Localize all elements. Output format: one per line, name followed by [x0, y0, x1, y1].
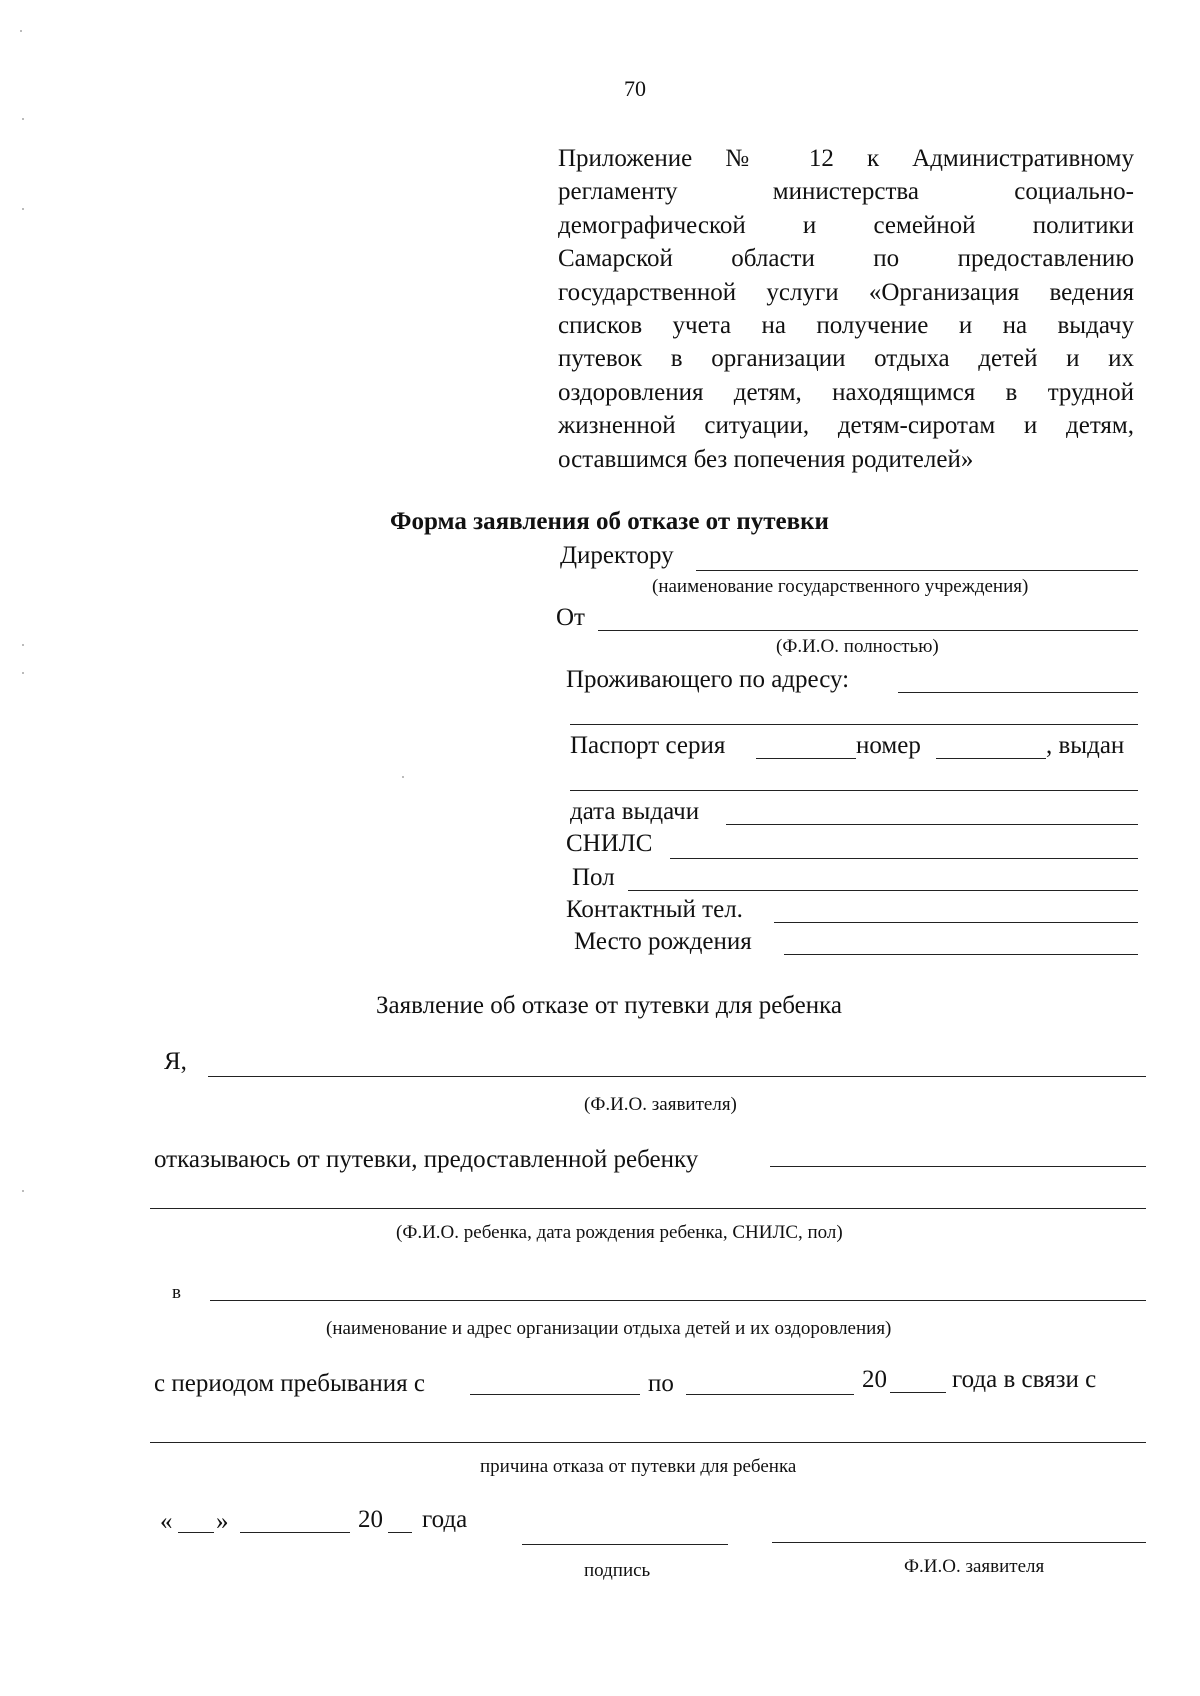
- scan-speck: [22, 672, 24, 674]
- scan-speck: [22, 644, 24, 646]
- phone-label: Контактный тел.: [566, 896, 743, 923]
- sex-label: Пол: [572, 864, 615, 891]
- address-label: Проживающего по адресу:: [566, 666, 850, 693]
- refuse-text: отказываюсь от путевки, предоставленной ребенку: [154, 1146, 699, 1173]
- period-label: с периодом пребывания с: [154, 1370, 425, 1397]
- period-to-field[interactable]: [686, 1394, 854, 1395]
- page-number: 70: [624, 76, 646, 101]
- signature-caption: подпись: [584, 1560, 651, 1581]
- scan-speck: [402, 776, 404, 778]
- address-field[interactable]: [898, 692, 1138, 693]
- appendix-line: государственной услуги «Организация ведения: [558, 278, 1134, 306]
- applicant-name-field[interactable]: [208, 1076, 1146, 1077]
- director-caption: (наименование государственного учреждения): [652, 576, 1029, 597]
- appendix-line: Самарской области по предоставлению: [558, 245, 1134, 273]
- appendix-line: Приложение № 12 к Административному: [558, 145, 1134, 172]
- passport-issued-label: , выдан: [1046, 732, 1125, 759]
- signature-field[interactable]: [522, 1544, 728, 1545]
- date-year-field[interactable]: [388, 1532, 412, 1533]
- snils-label: СНИЛС: [566, 830, 653, 857]
- name-caption: Ф.И.О. заявителя: [904, 1556, 1045, 1577]
- in-label: в: [172, 1282, 181, 1303]
- date-month-field[interactable]: [240, 1532, 350, 1533]
- birthplace-field[interactable]: [784, 954, 1138, 955]
- sex-field[interactable]: [628, 890, 1138, 891]
- year-prefix: 20: [862, 1366, 887, 1393]
- passport-number-label: номер: [856, 732, 921, 759]
- from-label: От: [556, 604, 585, 631]
- appendix-line: списков учета на получение и на выдачу: [558, 311, 1134, 339]
- date-day-field[interactable]: [178, 1532, 214, 1533]
- scan-speck: [22, 208, 24, 210]
- child-field[interactable]: [770, 1166, 1146, 1167]
- address-field-2[interactable]: [570, 724, 1138, 725]
- reason-caption: причина отказа от путевки для ребенка: [480, 1456, 797, 1477]
- director-label: Директору: [560, 542, 674, 569]
- passport-series-field[interactable]: [756, 758, 856, 759]
- form-title: Форма заявления об отказе от путевки: [390, 508, 829, 535]
- child-caption: (Ф.И.О. ребенка, дата рождения ребенка, СНИЛС, пол): [396, 1222, 843, 1243]
- child-field-2[interactable]: [150, 1208, 1146, 1209]
- reason-field[interactable]: [150, 1442, 1146, 1443]
- to-label: по: [648, 1370, 674, 1397]
- phone-field[interactable]: [774, 922, 1138, 923]
- scan-speck: [20, 30, 22, 32]
- birthplace-label: Место рождения: [574, 928, 752, 955]
- appendix-note: [558, 142, 1134, 476]
- appendix-line: оставшимся без попечения родителей»: [558, 445, 974, 473]
- passport-number-field[interactable]: [936, 758, 1046, 759]
- snils-field[interactable]: [670, 858, 1138, 859]
- scan-speck: [22, 1190, 24, 1192]
- passport-issued-field[interactable]: [570, 790, 1138, 791]
- date-year-prefix: 20: [358, 1506, 383, 1533]
- applicant-caption: (Ф.И.О. заявителя): [584, 1094, 737, 1115]
- appendix-line: демографической и семейной политики: [558, 211, 1134, 239]
- year-suffix: года в связи с: [952, 1366, 1097, 1393]
- year-field[interactable]: [890, 1392, 946, 1393]
- date-open-quote: «: [160, 1508, 173, 1535]
- applicant-name-sign-field[interactable]: [772, 1542, 1146, 1543]
- from-field[interactable]: [598, 630, 1138, 631]
- appendix-line: путевок в организации отдыха детей и их: [558, 345, 1134, 373]
- appendix-line: регламенту министерства социально-: [558, 178, 1134, 206]
- date-year-suffix: года: [422, 1506, 468, 1533]
- date-close-quote: »: [216, 1508, 229, 1535]
- scan-speck: [22, 118, 24, 120]
- statement-title: Заявление об отказе от путевки для ребенка: [376, 992, 843, 1019]
- org-caption: (наименование и адрес организации отдыха детей и их оздоровления): [326, 1318, 892, 1339]
- appendix-line: жизненной ситуации, детям-сиротам и детям,: [558, 412, 1134, 440]
- i-label: Я,: [164, 1048, 187, 1075]
- appendix-line: оздоровления детям, находящимся в трудной: [558, 378, 1134, 406]
- passport-series-label: Паспорт серия: [570, 732, 726, 759]
- issue-date-field[interactable]: [726, 824, 1138, 825]
- period-from-field[interactable]: [470, 1394, 640, 1395]
- issue-date-label: дата выдачи: [570, 798, 700, 825]
- org-field[interactable]: [210, 1300, 1146, 1301]
- director-field[interactable]: [696, 570, 1138, 571]
- from-caption: (Ф.И.О. полностью): [776, 636, 939, 657]
